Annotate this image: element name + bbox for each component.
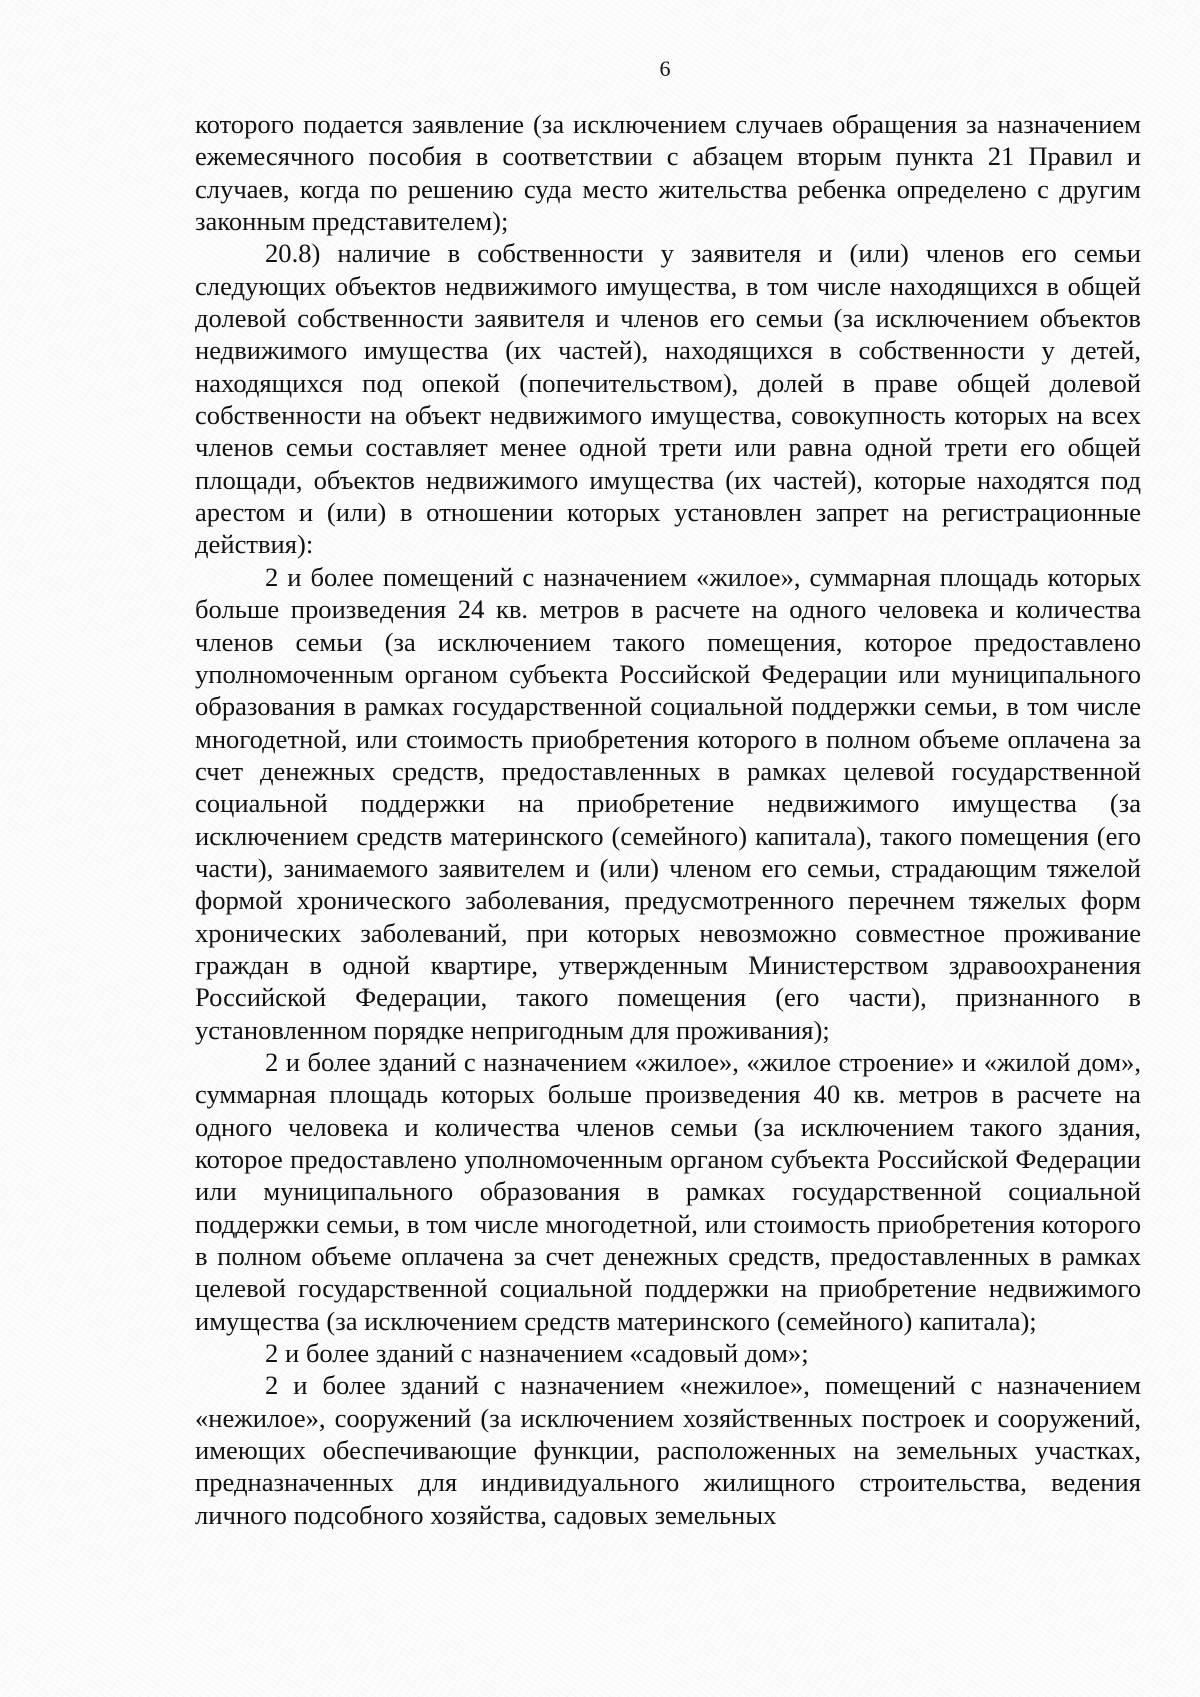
paragraph-garden-houses: 2 и более зданий с назначением «садовый дом»; <box>265 1338 809 1369</box>
paragraph-item-20-8: 20.8) наличие в собственности у заявителя и (или) членов его семьи следующих объектов недвижимого имущества, в том числе находящихся в общей долевой собственности заявителя и членов его семьи (за исключением объектов недвижимого имущества (их частей), находящихся в собственности у детей, находящихся под опекой (попечительством), долей в праве общей долевой собственности на объект недвижимого имущества, совокупность которых на всех членов семьи составляет менее одной трети или равна одной трети его общей площади, объектов недвижимого имущества (их частей), которые находятся под арестом и (или) в отношении которых установлен запрет на регистрационные действия): <box>195 238 1141 560</box>
paragraph-non-residential: 2 и более зданий с назначением «нежилое», помещений с назначением «нежилое», сооружений (за исключением хозяйственных построек и сооружений, имеющих обеспечивающие функции, расположенных на земельных участках, предназначенных для индивидуального жилищного строительства, ведения личного подсобного хозяйства, садовых земельных <box>195 1370 1141 1530</box>
paragraph-continuation: которого подается заявление (за исключением случаев обращения за назначением ежемесячного пособия в соответствии с абзацем вторым пункта 21 Правил и случаев, когда по решению суда место жительства ребенка определено с другим законным представителем); <box>195 109 1141 237</box>
paragraph-residential-buildings: 2 и более зданий с назначением «жилое», «жилое строение» и «жилой дом», суммарная площадь которых больше произведения 40 кв. метров в расчете на одного человека и количества членов семьи (за исключением такого здания, которое предоставлено уполномоченным органом субъекта Российской Федерации или муниципального образования в рамках государственной социальной поддержки семьи, в том числе многодетной, или стоимость приобретения которого в полном объеме оплачена за счет денежных средств, предоставленных в рамках целевой государственной социальной поддержки на приобретение недвижимого имущества (за исключением средств материнского (семейного) капитала); <box>195 1046 1141 1336</box>
document-body <box>195 108 1141 1531</box>
paragraph-residential-premises: 2 и более помещений с назначением «жилое», суммарная площадь которых больше произведения 24 кв. метров в расчете на одного человека и количества членов семьи (за исключением такого помещения, которое предоставлено уполномоченным органом субъекта Российской Федерации или муниципального образования в рамках государственной социальной поддержки семьи, в том числе многодетной, или стоимость приобретения которого в полном объеме оплачена за счет денежных средств, предоставленных в рамках целевой государственной социальной поддержки на приобретение недвижимого имущества (за исключением средств материнского (семейного) капитала), такого помещения (его части), занимаемого заявителем и (или) членом его семьи, страдающим тяжелой формой хронического заболевания, предусмотренного перечнем тяжелых форм хронических заболеваний, при которых невозможно совместное проживание граждан в одной квартире, утвержденным Министерством здравоохранения Российской Федерации, такого помещения (его части), признанного в установленном порядке непригодным для проживания); <box>195 561 1141 1045</box>
page-number: 6 <box>659 56 671 81</box>
